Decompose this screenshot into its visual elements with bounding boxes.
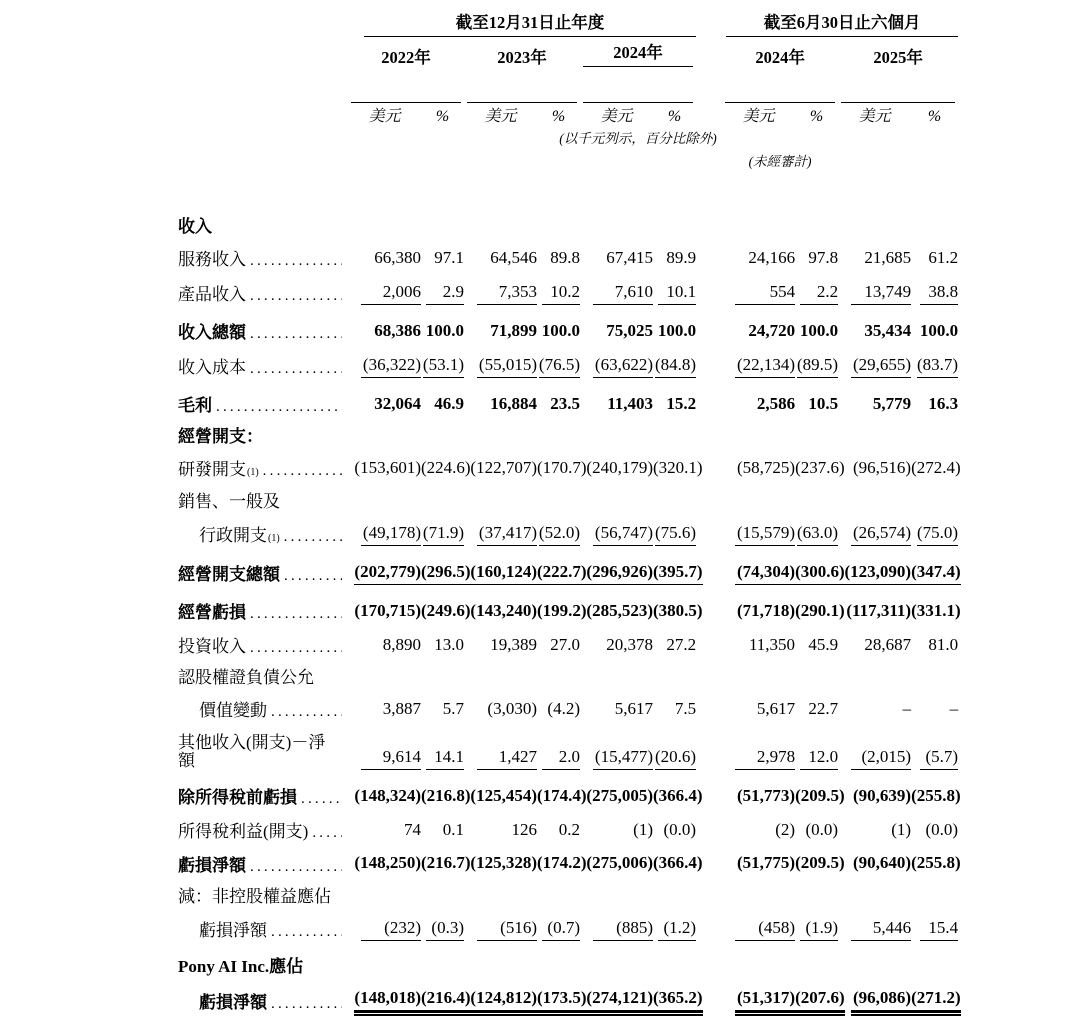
value-cell: (15,579) <box>722 511 795 546</box>
column-gap <box>696 343 722 378</box>
row-label-text: 虧損淨額 <box>199 992 267 1012</box>
value-cell: – <box>902 699 912 719</box>
note-row-thousands <box>178 125 958 148</box>
table-row <box>178 511 958 546</box>
value-cell: (290.1) <box>795 600 845 620</box>
value-cell: 100.0 <box>541 320 580 340</box>
value-cell: (55,015) <box>464 343 537 378</box>
value-cell: (249.6) <box>421 600 471 620</box>
value-cell: (232) <box>348 906 421 941</box>
value-cell: (52.0) <box>537 511 580 546</box>
row-label-text: 除所得稅前虧損 <box>178 787 297 807</box>
value-cell: (255.8) <box>911 853 961 873</box>
value-cell: (153,601) <box>354 458 421 478</box>
value-cell: 2.2 <box>795 270 838 305</box>
value-cell: (222.7) <box>537 546 580 585</box>
row-label-text: 虧損淨額 <box>199 921 267 941</box>
value-cell: (74,304) <box>722 546 795 585</box>
value-cell: (63.0) <box>795 511 838 546</box>
value-cell: (366.4) <box>653 785 703 805</box>
table-row <box>178 721 958 770</box>
value-cell: 35,434 <box>864 320 912 340</box>
note-thousands: (以千元列示，百分比除外) <box>559 131 717 147</box>
dot-leader <box>263 461 342 480</box>
value-cell: 97.1 <box>434 248 464 268</box>
value-cell: (0.0) <box>805 819 839 839</box>
value-cell: (53.1) <box>421 343 464 378</box>
row-label <box>178 270 348 305</box>
note-row-unaudited <box>178 148 958 171</box>
value-cell: 21,685 <box>864 248 912 268</box>
unit-usd-label: 美元 <box>742 107 775 125</box>
value-cell: 23.5 <box>550 393 580 413</box>
value-cell: (365.2) <box>653 976 696 1013</box>
value-cell: (255.8) <box>911 785 961 805</box>
year-2025-interim: 2025年 <box>873 48 923 68</box>
value-cell: (216.8) <box>421 785 471 805</box>
row-label <box>178 585 348 623</box>
value-cell: (216.4) <box>421 976 464 1013</box>
year-2022: 2022年 <box>381 48 431 68</box>
dot-leader <box>250 857 342 876</box>
dot-leader <box>250 604 342 623</box>
value-cell: (5.7) <box>911 721 958 770</box>
value-cell: (395.7) <box>653 546 696 585</box>
unit-pct-label: % <box>667 107 682 125</box>
row-label <box>178 875 958 906</box>
table-row <box>178 976 958 1013</box>
value-cell: 16.3 <box>928 393 959 413</box>
table-row <box>178 585 958 623</box>
row-label-text: 投資收入 <box>178 636 246 656</box>
row-label-text: 所得稅利益(開支) <box>178 821 309 841</box>
value-cell: (160,124) <box>464 546 537 585</box>
value-cell: 27.0 <box>550 634 580 654</box>
value-cell: (96,516) <box>852 458 912 478</box>
value-cell: 10.5 <box>808 393 839 413</box>
row-label-text: 收入總額 <box>178 323 246 343</box>
label-row <box>178 656 958 687</box>
value-cell: (56,747) <box>580 511 653 546</box>
value-cell: (90,639) <box>852 785 912 805</box>
value-cell: (125,454) <box>470 785 537 805</box>
value-cell: (173.5) <box>537 976 580 1013</box>
row-label-text: 認股權證負債公允 <box>178 668 314 688</box>
value-cell: 7,610 <box>580 270 653 305</box>
section-label <box>178 205 958 236</box>
value-cell: (36,322) <box>348 343 421 378</box>
value-cell: (174.2) <box>537 853 587 873</box>
value-cell: (122,707) <box>470 458 537 478</box>
year-2024: 2024年 <box>583 44 693 66</box>
dot-leader <box>312 823 342 842</box>
value-cell: (275,005) <box>586 785 653 805</box>
income-statement-table <box>178 13 961 1013</box>
row-label-text: 銷售、一般及 <box>178 492 280 512</box>
value-cell: 97.8 <box>808 248 839 268</box>
value-cell: (0.0) <box>925 819 959 839</box>
row-label-text: Pony AI Inc.應佔 <box>178 956 304 976</box>
label-row <box>178 480 958 511</box>
column-rule-row <box>178 67 958 103</box>
value-cell: (83.7) <box>911 343 958 378</box>
row-label <box>178 546 348 585</box>
value-cell: (380.5) <box>653 600 703 620</box>
value-cell: (272.4) <box>911 458 961 478</box>
value-cell: (148,018) <box>348 976 421 1013</box>
value-cell: 38.8 <box>911 270 958 305</box>
value-cell: (51,775) <box>736 853 796 873</box>
value-cell: (174.4) <box>537 785 587 805</box>
period-header-annual: 截至12月31日止年度 <box>364 14 696 37</box>
row-label-text: 產品收入 <box>178 285 246 305</box>
value-cell: 100.0 <box>425 320 464 340</box>
row-label <box>178 941 958 976</box>
value-cell: 15.4 <box>911 906 958 941</box>
row-label <box>178 976 348 1013</box>
value-cell: 14.1 <box>421 721 464 770</box>
dot-leader <box>271 994 342 1013</box>
value-cell: (0.3) <box>421 906 464 941</box>
value-cell: 20,378 <box>606 634 653 654</box>
table-row <box>178 305 958 343</box>
dot-leader <box>271 922 342 941</box>
table-row <box>178 770 958 808</box>
row-label <box>178 378 348 416</box>
dot-leader <box>250 359 342 378</box>
value-cell: (320.1) <box>653 458 703 478</box>
value-cell: (2) <box>775 819 796 839</box>
value-cell: (96,086) <box>838 976 911 1013</box>
value-cell: (207.6) <box>795 976 838 1013</box>
value-cell: 24,166 <box>748 248 796 268</box>
value-cell: 89.8 <box>550 248 580 268</box>
value-cell: 71,899 <box>490 320 537 340</box>
value-cell: (124,812) <box>464 976 537 1013</box>
table-row <box>178 808 958 842</box>
dot-leader <box>301 789 342 808</box>
value-cell: 32,064 <box>374 393 421 413</box>
table-row <box>178 270 958 305</box>
column-gap <box>696 378 722 416</box>
label-row <box>178 941 958 976</box>
value-cell: (0.0) <box>663 819 697 839</box>
row-label-text: 經營虧損 <box>178 602 246 622</box>
table-row <box>178 446 958 480</box>
value-cell: 61.2 <box>928 248 959 268</box>
year-2023: 2023年 <box>497 48 547 68</box>
value-cell: (199.2) <box>537 600 587 620</box>
value-cell: (331.1) <box>911 600 961 620</box>
unit-row <box>178 103 958 126</box>
row-label-text: 經營開支總額 <box>178 564 280 584</box>
label-row <box>178 205 958 236</box>
value-cell: (51,317) <box>722 976 795 1013</box>
value-cell: (71.9) <box>421 511 464 546</box>
table-row <box>178 343 958 378</box>
unit-pct-label: % <box>435 107 450 125</box>
value-cell: (170.7) <box>537 458 587 478</box>
value-cell: 554 <box>722 270 795 305</box>
row-label <box>178 236 348 270</box>
row-label-text: 價值變動 <box>199 701 267 721</box>
table-row <box>178 546 958 585</box>
dot-leader <box>271 702 342 721</box>
column-gap <box>696 687 722 721</box>
unit-usd-label: 美元 <box>600 107 633 125</box>
value-cell: 13.0 <box>434 634 464 654</box>
label-row <box>178 415 958 446</box>
value-cell: (366.4) <box>653 853 703 873</box>
column-gap <box>696 623 722 657</box>
row-label <box>178 480 958 511</box>
value-cell: 10.2 <box>537 270 580 305</box>
column-gap <box>696 270 722 305</box>
value-cell: (75.6) <box>653 511 696 546</box>
value-cell: (3,030) <box>487 699 537 719</box>
dot-leader <box>250 286 342 305</box>
value-cell: (458) <box>722 906 795 941</box>
value-cell: (71,718) <box>736 600 796 620</box>
value-cell: (296.5) <box>421 546 464 585</box>
table-row <box>178 623 958 657</box>
value-cell: (271.2) <box>911 976 958 1013</box>
value-cell: 9,614 <box>348 721 421 770</box>
row-label <box>178 770 348 808</box>
value-cell: (26,574) <box>838 511 911 546</box>
value-cell: (296,926) <box>580 546 653 585</box>
year-row <box>178 37 958 66</box>
value-cell: (37,417) <box>464 511 537 546</box>
row-label <box>178 906 348 941</box>
value-cell: (90,640) <box>852 853 912 873</box>
value-cell: 27.2 <box>666 634 697 654</box>
row-label-text: 毛利 <box>178 395 212 415</box>
value-cell: (170,715) <box>354 600 421 620</box>
period-group-row <box>178 14 958 37</box>
value-cell: (1) <box>633 819 653 839</box>
value-cell: (237.6) <box>795 458 845 478</box>
table-row <box>178 236 958 270</box>
column-gap <box>696 305 722 343</box>
value-cell: 89.9 <box>666 248 697 268</box>
value-cell: 100.0 <box>799 320 839 340</box>
value-cell: 16,884 <box>490 393 537 413</box>
value-cell: 100.0 <box>919 320 959 340</box>
row-label <box>178 841 348 875</box>
column-gap <box>696 511 722 546</box>
value-cell: 7.5 <box>674 699 697 719</box>
value-cell: 5,779 <box>872 393 912 413</box>
value-cell: (125,328) <box>470 853 537 873</box>
row-label <box>178 343 348 378</box>
dot-leader <box>284 527 342 546</box>
row-label-text: 收入 <box>178 217 212 237</box>
row-label <box>178 808 348 842</box>
row-label <box>178 305 348 343</box>
value-cell: 11,403 <box>607 393 653 413</box>
value-cell: 0.1 <box>442 819 464 839</box>
unit-usd-label: 美元 <box>484 107 517 125</box>
dot-leader <box>250 638 342 657</box>
column-gap <box>696 236 722 270</box>
row-label <box>178 623 348 657</box>
value-cell: (202,779) <box>348 546 421 585</box>
value-cell: (148,324) <box>354 785 421 805</box>
value-cell: 100.0 <box>657 320 697 340</box>
value-cell: (84.8) <box>653 343 696 378</box>
value-cell: 46.9 <box>434 393 464 413</box>
value-cell: (347.4) <box>911 546 958 585</box>
value-cell: (274,121) <box>580 976 653 1013</box>
value-cell: (285,523) <box>586 600 653 620</box>
value-cell: 0.2 <box>558 819 580 839</box>
value-cell: 12.0 <box>795 721 838 770</box>
value-cell: (275,006) <box>586 853 653 873</box>
value-cell: (209.5) <box>795 785 845 805</box>
period-header-interim: 截至6月30日止六個月 <box>726 14 958 37</box>
value-cell: (15,477) <box>580 721 653 770</box>
value-cell: 1,427 <box>464 721 537 770</box>
value-cell: (49,178) <box>348 511 421 546</box>
value-cell: (148,250) <box>354 853 421 873</box>
value-cell: 19,389 <box>490 634 537 654</box>
table-row <box>178 906 958 941</box>
value-cell: (516) <box>464 906 537 941</box>
value-cell: (216.7) <box>421 853 471 873</box>
value-cell: (123,090) <box>838 546 911 585</box>
value-cell: 7,353 <box>464 270 537 305</box>
dot-leader <box>250 324 342 343</box>
row-label-text: 虧損淨額 <box>178 855 246 875</box>
value-cell: 5,446 <box>838 906 911 941</box>
row-label: 研發開支 (1) ..... <box>178 446 348 480</box>
value-cell: 68,386 <box>374 320 421 340</box>
value-cell: (29,655) <box>838 343 911 378</box>
value-cell: 11,350 <box>748 634 796 654</box>
value-cell: 15.2 <box>666 393 697 413</box>
table-row <box>178 378 958 416</box>
column-gap <box>696 808 722 842</box>
value-cell: 28,687 <box>864 634 912 654</box>
value-cell: 2,978 <box>722 721 795 770</box>
label-row <box>178 875 958 906</box>
value-cell: 10.1 <box>653 270 696 305</box>
value-cell: (240,179) <box>586 458 653 478</box>
value-cell: 3,887 <box>382 699 421 719</box>
value-cell: (885) <box>580 906 653 941</box>
table-row <box>178 841 958 875</box>
row-label-text: 減：非控股權益應佔 <box>178 887 331 907</box>
row-label-text: 經營開支： <box>178 427 263 447</box>
value-cell: (4.2) <box>547 699 580 719</box>
row-label <box>178 656 958 687</box>
value-cell: (75.0) <box>911 511 958 546</box>
dot-leader <box>216 397 342 416</box>
value-cell: 2,006 <box>348 270 421 305</box>
value-cell: (63,622) <box>580 343 653 378</box>
value-cell: (22,134) <box>722 343 795 378</box>
value-cell: 64,546 <box>490 248 537 268</box>
row-label-text: 收入成本 <box>178 357 246 377</box>
note-unaudited: (未經審計) <box>748 154 812 170</box>
value-cell: 5,617 <box>614 699 653 719</box>
value-cell: 22.7 <box>808 699 839 719</box>
dot-leader <box>284 566 342 585</box>
value-cell: 66,380 <box>374 248 421 268</box>
value-cell: 74 <box>404 819 421 839</box>
unit-pct-label: % <box>927 107 942 125</box>
table-row <box>178 687 958 721</box>
value-cell: (209.5) <box>795 853 845 873</box>
unit-usd-label: 美元 <box>858 107 891 125</box>
value-cell: 8,890 <box>382 634 421 654</box>
value-cell: 2,586 <box>756 393 796 413</box>
row-label-text: 行政開支 <box>199 526 267 546</box>
column-gap <box>696 721 722 770</box>
value-cell: (89.5) <box>795 343 838 378</box>
value-cell: 5,617 <box>756 699 796 719</box>
value-cell: (2,015) <box>838 721 911 770</box>
value-cell: (143,240) <box>470 600 537 620</box>
unit-pct-label: % <box>551 107 566 125</box>
value-cell: (0.7) <box>537 906 580 941</box>
value-cell: (224.6) <box>421 458 471 478</box>
value-cell: (76.5) <box>537 343 580 378</box>
value-cell: (1.2) <box>653 906 696 941</box>
row-label <box>178 687 348 721</box>
value-cell: (117,311) <box>846 600 912 620</box>
row-label-text: 其他收入(開支)－淨額 <box>178 733 326 770</box>
value-cell: – <box>949 699 959 719</box>
value-cell: 126 <box>511 819 537 839</box>
value-cell: 13,749 <box>838 270 911 305</box>
section-label <box>178 415 958 446</box>
value-cell: (58,725) <box>736 458 796 478</box>
row-label-text: 服務收入 <box>178 250 246 270</box>
unit-pct-label: % <box>809 107 824 125</box>
value-cell: (51,773) <box>736 785 796 805</box>
column-gap <box>696 906 722 941</box>
value-cell: (1) <box>891 819 912 839</box>
value-cell: 67,415 <box>606 248 653 268</box>
value-cell: 81.0 <box>928 634 959 654</box>
value-cell: 2.9 <box>421 270 464 305</box>
value-cell: 75,025 <box>606 320 653 340</box>
unit-usd-label: 美元 <box>368 107 401 125</box>
value-cell: 2.0 <box>537 721 580 770</box>
value-cell: 45.9 <box>808 634 839 654</box>
dot-leader <box>250 251 342 270</box>
value-cell: (1.9) <box>795 906 838 941</box>
year-2024-interim: 2024年 <box>755 48 805 68</box>
value-cell: (300.6) <box>795 546 838 585</box>
value-cell: (20.6) <box>653 721 696 770</box>
value-cell: 5.7 <box>442 699 464 719</box>
row-label: 行政開支 (1) ..... <box>178 511 348 546</box>
row-label-text: 研發開支 <box>178 460 246 480</box>
spacer-row <box>178 171 958 205</box>
row-label <box>178 721 348 770</box>
value-cell: 24,720 <box>748 320 796 340</box>
